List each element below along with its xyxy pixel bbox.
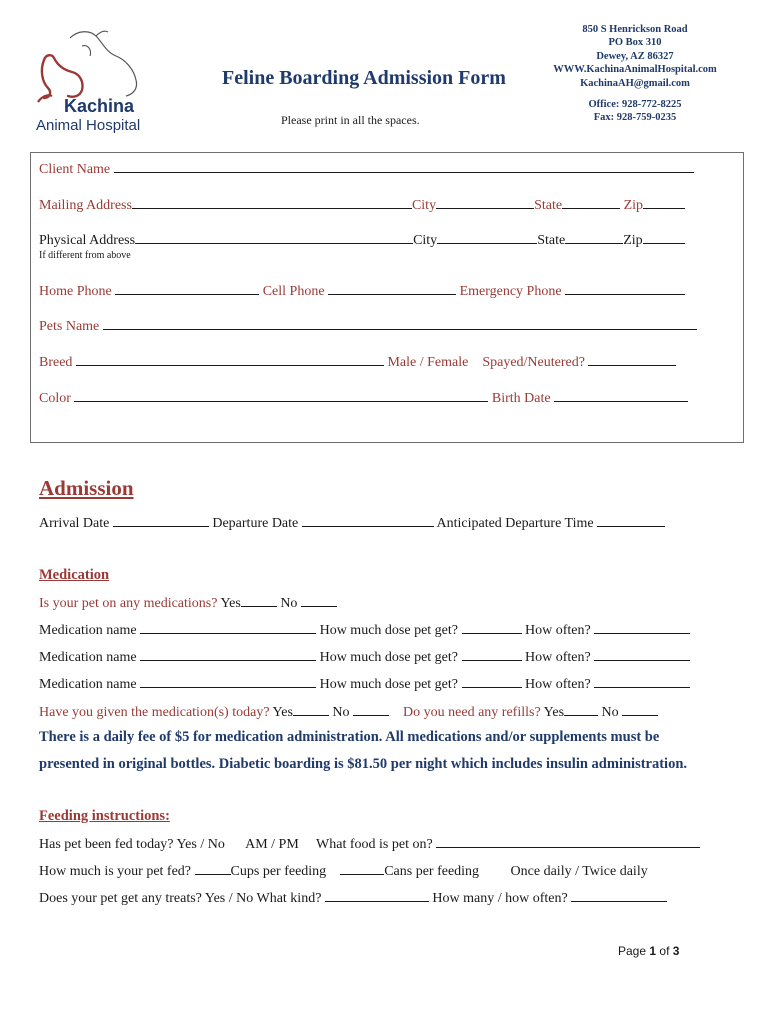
medication-no-field[interactable] [301, 594, 337, 607]
given-yes-field[interactable] [293, 703, 329, 716]
state-field[interactable] [562, 196, 620, 209]
color-label: Color [39, 391, 71, 406]
client-name-row [39, 160, 694, 178]
form-title: Feline Boarding Admission Form [222, 67, 506, 89]
mailing-address-field[interactable] [132, 196, 412, 209]
home-phone-label: Home Phone [39, 284, 112, 299]
how-often-label: How often? [525, 677, 591, 692]
dose-field[interactable] [462, 621, 522, 634]
medication-fee-note-line1: There is a daily fee of $5 for medication administration. All medications and/or supplements must be [39, 729, 660, 745]
yes-label: Yes [543, 705, 565, 720]
logo-subtitle: Animal Hospital [36, 117, 141, 134]
no-label: No [601, 705, 619, 720]
admission-heading: Admission [39, 476, 134, 500]
how-often-label: How often? [525, 623, 591, 638]
fax-number: Fax: 928-759-0235 [593, 112, 677, 124]
sex-label: Male / Female [387, 355, 469, 370]
feeding-heading: Feeding instructions: [39, 808, 170, 824]
address-line: Dewey, AZ 86327 [596, 50, 674, 62]
website: WWW.KachinaAnimalHospital.com [553, 64, 717, 76]
cell-phone-field[interactable] [328, 282, 456, 295]
yes-label: Yes [272, 705, 293, 720]
spayed-neutered-label: Spayed/Neutered? [482, 355, 585, 370]
cups-label: Cups per feeding [230, 864, 327, 879]
fed-today-label: Has pet been fed today? Yes / No [39, 837, 225, 852]
once-twice-label: Once daily / Twice daily [510, 864, 648, 879]
physical-address-field[interactable] [135, 231, 413, 244]
pets-name-row [39, 317, 697, 335]
treats-row [39, 889, 667, 907]
breed-row [39, 353, 676, 371]
city-label: City [413, 233, 438, 248]
hospital-address-block [535, 23, 735, 125]
cans-label: Cans per feeding [384, 864, 480, 879]
medication-name-label: Medication name [39, 623, 137, 638]
home-phone-field[interactable] [115, 282, 259, 295]
medication-name-field[interactable] [140, 675, 316, 688]
city-field[interactable] [437, 231, 537, 244]
pets-name-field[interactable] [103, 317, 697, 330]
no-label: No [280, 596, 298, 611]
how-much-label: How much is your pet fed? [39, 864, 192, 879]
given-today-row [39, 703, 658, 721]
birth-date-field[interactable] [554, 389, 688, 402]
address-line: PO Box 310 [608, 37, 662, 49]
how-often-field[interactable] [594, 648, 690, 661]
cat-dog-logo-icon [30, 26, 165, 134]
medication-name-field[interactable] [140, 621, 316, 634]
dose-field[interactable] [462, 648, 522, 661]
emergency-phone-field[interactable] [565, 282, 685, 295]
client-name-field[interactable] [114, 160, 694, 173]
medication-row [39, 648, 690, 666]
how-many-label: How many / how often? [432, 891, 568, 906]
anticipated-departure-label: Anticipated Departure Time [436, 516, 594, 531]
medication-name-label: Medication name [39, 677, 137, 692]
breed-field[interactable] [76, 353, 384, 366]
yes-label: Yes [220, 596, 241, 611]
color-row [39, 389, 688, 407]
departure-date-label: Departure Date [212, 516, 299, 531]
page-word: Page [618, 944, 647, 958]
hospital-logo [30, 26, 165, 134]
cans-field[interactable] [340, 862, 384, 875]
state-label: State [534, 198, 563, 213]
refills-yes-field[interactable] [564, 703, 598, 716]
if-different-note: If different from above [39, 250, 131, 261]
color-field[interactable] [74, 389, 488, 402]
given-today-label: Have you given the medication(s) today? [39, 705, 270, 720]
physical-address-label: Physical Address [39, 233, 136, 248]
state-label: State [537, 233, 566, 248]
mailing-address-label: Mailing Address [39, 198, 132, 213]
medication-question-row [39, 594, 337, 612]
how-many-field[interactable] [571, 889, 667, 902]
medication-row [39, 621, 690, 639]
no-label: No [332, 705, 350, 720]
treats-label: Does your pet get any treats? Yes / No What kind? [39, 891, 322, 906]
medication-fee-note-line2: presented in original bottles. Diabetic boarding is $81.50 per night which includes insulin administration. [39, 756, 688, 772]
city-label: City [411, 198, 437, 213]
dose-label: How much dose pet get? [319, 677, 458, 692]
medication-name-field[interactable] [140, 648, 316, 661]
cell-phone-label: Cell Phone [262, 284, 325, 299]
logo-name: Kachina [64, 96, 135, 116]
fed-today-row [39, 835, 700, 853]
anticipated-departure-field[interactable] [597, 514, 665, 527]
zip-label: Zip [623, 233, 643, 248]
form-subtitle: Please print in all the spaces. [281, 113, 420, 127]
how-often-field[interactable] [594, 621, 690, 634]
what-food-field[interactable] [436, 835, 700, 848]
what-food-label: What food is pet on? [316, 837, 433, 852]
medication-yes-field[interactable] [241, 594, 277, 607]
dose-label: How much dose pet get? [319, 650, 458, 665]
refills-label: Do you need any refills? [403, 705, 541, 720]
page-number [618, 944, 679, 958]
phones-row [39, 282, 685, 300]
treats-kind-field[interactable] [325, 889, 429, 902]
state-field[interactable] [565, 231, 623, 244]
dose-field[interactable] [462, 675, 522, 688]
zip-field[interactable] [643, 196, 685, 209]
how-much-row [39, 862, 648, 880]
medication-heading: Medication [39, 567, 110, 583]
medication-name-label: Medication name [39, 650, 137, 665]
of-word: of [659, 944, 670, 958]
physical-address-row [39, 231, 685, 249]
departure-date-field[interactable] [302, 514, 434, 527]
office-phone: Office: 928-772-8225 [588, 99, 682, 111]
dose-label: How much dose pet get? [319, 623, 458, 638]
page-current: 1 [649, 944, 657, 958]
mailing-address-row [39, 196, 685, 214]
zip-label: Zip [623, 198, 644, 213]
medication-question-label: Is your pet on any medications? [39, 596, 218, 611]
pets-name-label: Pets Name [39, 319, 100, 334]
given-no-field[interactable] [353, 703, 389, 716]
how-often-label: How often? [525, 650, 591, 665]
address-line: 850 S Henrickson Road [582, 24, 688, 35]
city-field[interactable] [436, 196, 534, 209]
spayed-neutered-field[interactable] [588, 353, 676, 366]
breed-label: Breed [39, 355, 73, 370]
admission-dates-row [39, 514, 665, 532]
refills-no-field[interactable] [622, 703, 658, 716]
emergency-phone-label: Emergency Phone [459, 284, 562, 299]
email: KachinaAH@gmail.com [580, 77, 690, 89]
page-total: 3 [672, 944, 680, 958]
zip-field[interactable] [643, 231, 685, 244]
arrival-date-field[interactable] [113, 514, 209, 527]
how-often-field[interactable] [594, 675, 690, 688]
medication-row [39, 675, 690, 693]
am-pm-label: AM / PM [245, 837, 299, 852]
cups-field[interactable] [195, 862, 231, 875]
client-name-label: Client Name [39, 162, 111, 177]
birth-date-label: Birth Date [491, 391, 551, 406]
arrival-date-label: Arrival Date [39, 516, 110, 531]
